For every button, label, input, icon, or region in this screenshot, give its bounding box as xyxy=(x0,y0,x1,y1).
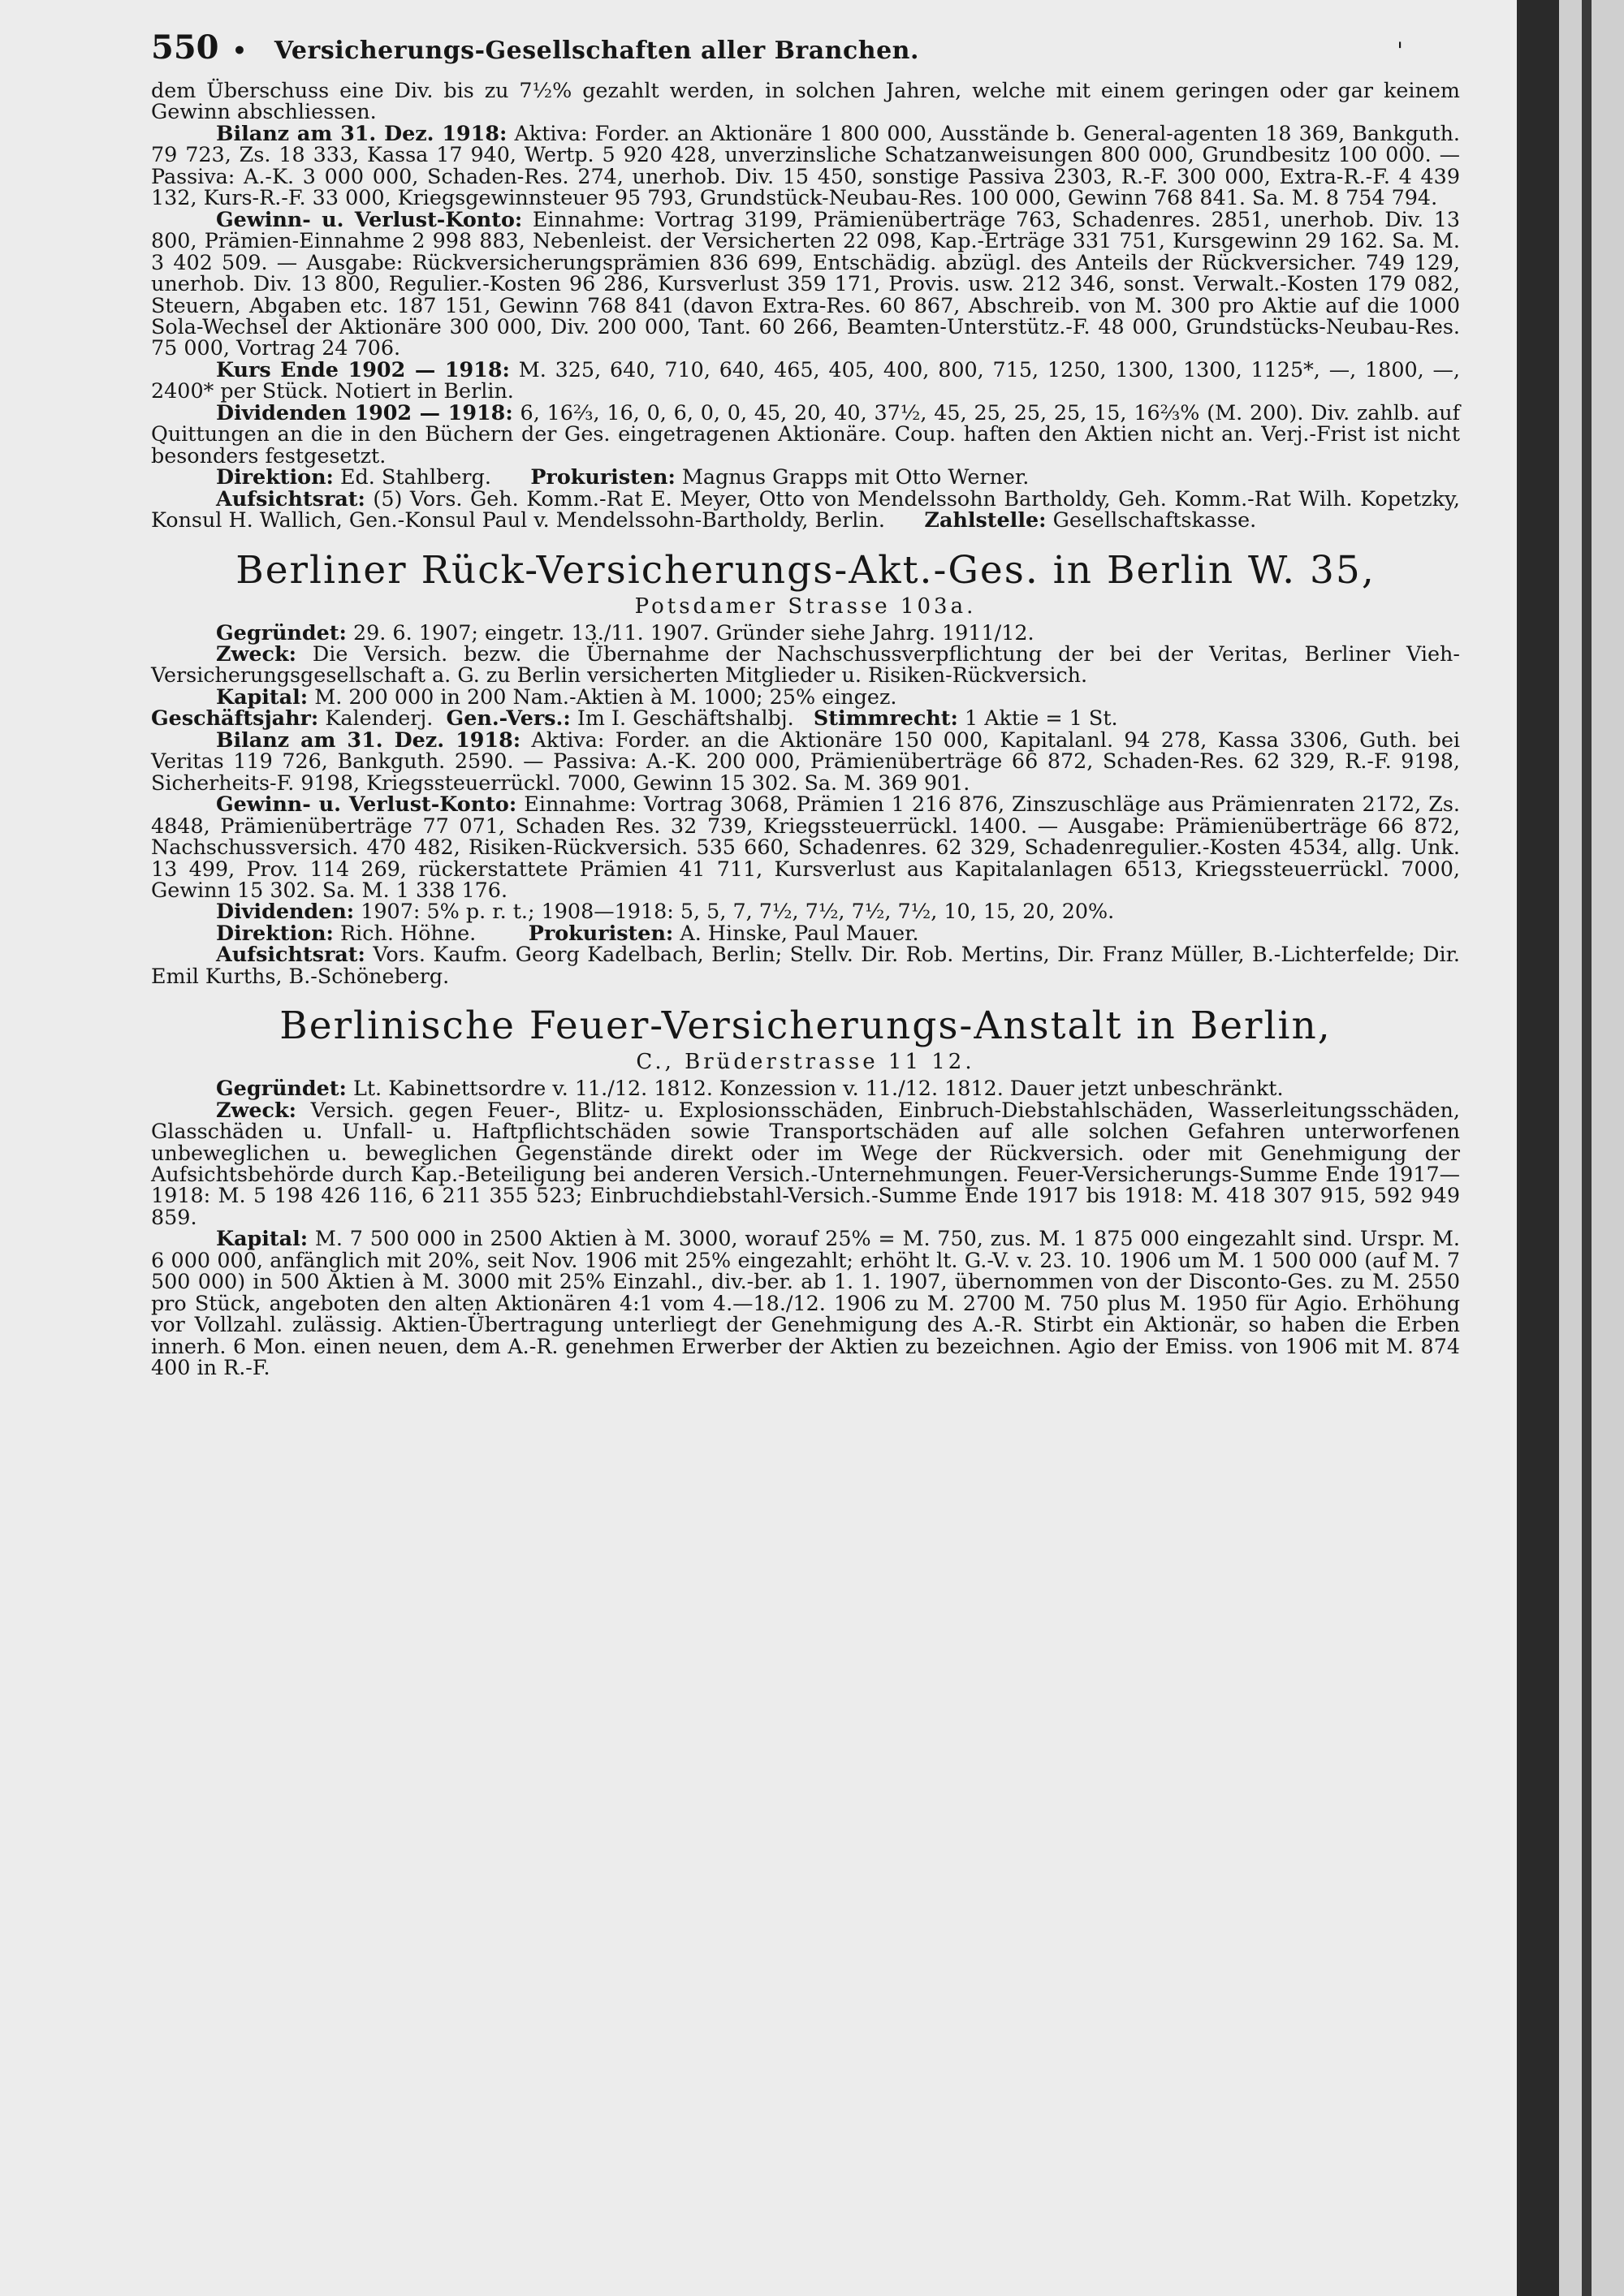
direktion-section xyxy=(151,464,1460,490)
gegruendet-text: 29. 6. 1907; eingetr. 13./11. 1907. Gründer siehe Jahrg. 1911/12. xyxy=(352,619,1034,645)
aufsichtsrat-text: Vors. Kaufm. Georg Kadelbach, Berlin; Stellv. Dir. Rob. Mertins, Dir. Franz Müller, B.-Lichterfelde; Dir. Emil Kurths, B.-Schöneberg. xyxy=(151,942,1461,988)
kapital-label: Kapital: xyxy=(216,684,309,709)
direktion-label: Direktion: xyxy=(216,920,334,945)
direktion-text: Rich. Höhne. xyxy=(340,920,477,945)
gen-vers-text: Im I. Geschäftshalbj. xyxy=(577,706,794,731)
zweck-text: Versich. gegen Feuer-, Blitz- u. Explosionsschäden, Einbruch-Diebstahlschäden, Wasserleitungsschäden, Glasschäden u. Unfall- u. Haftpflichtschäden sowie Transportschäden auf alle solchen Gefahren unterworfenen unbeweglichen u. beweglichen Gegenstände direkt oder im Wege der Rückversich. oder mit Genehmigung der Aufsichtsbehörde durch Kap.-Beteiligung bei anderen Versich.-Unternehmungen. Feuer-Versicherungs-Summe Ende 1917—1918: M. 5 198 426 116, 6 211 355 523; Einbruchdiebstahl-Versich.-Summe Ende 1917 bis 1918: M. 418 307 915, 592 949 859. xyxy=(151,1097,1460,1229)
geschaeftsjahr-section xyxy=(151,706,1460,731)
dividenden-section xyxy=(151,899,1460,924)
continuation-text: dem Überschuss eine Div. bis zu 7½% gezahlt werden, in solchen Jahren, welche mit einem geringen oder gar keinem Gewinn abschliessen. xyxy=(151,78,1460,124)
zweck-section xyxy=(151,1099,1460,1228)
aufsichtsrat-section xyxy=(151,488,1460,531)
bilanz-label: Bilanz am 31. Dez. 1918: xyxy=(216,727,521,752)
dividenden-section xyxy=(151,399,1461,468)
geschaeftsjahr-text: Kalenderj. xyxy=(325,706,434,731)
kurs-label: Kurs Ende 1902 — 1918: xyxy=(216,356,510,382)
gegruendet-section xyxy=(151,619,1460,645)
bilanz-text: Aktiva: Forder. an die Aktionäre 150 000, Kapitalanl. 94 278, Kassa 3306, Guth. bei Veritas 119 726, Bankguth. 2590. — Passiva: A.-K. 200 000, Prämienüberträge 66 872, Schaden-Res. 62 329, R.-F. 9198, Sicherheits-F. 9198, Kriegssteuerrückl. 7000, Gewinn 15 302. Sa. M. 369 901. xyxy=(151,727,1460,795)
dividenden-label: Dividenden 1902 — 1918: xyxy=(216,399,513,425)
company-address: C., Brüderstrasse 11 12. xyxy=(636,1050,975,1075)
aufsichtsrat-section xyxy=(151,943,1460,986)
company-title: Berlinische Feuer-Versicherungs-Anstalt in Berlin, xyxy=(279,1003,1332,1049)
gen-vers-label: Gen.-Vers.: xyxy=(446,706,571,731)
aufsichtsrat-label: Aufsichtsrat: xyxy=(216,486,365,511)
aufsichtsrat-text: (5) Vors. Geh. Komm.-Rat E. Meyer, Otto von Mendelssohn Bartholdy, Geh. Komm.-Rat Wilh. Kopetzky, Konsul H. Wallich, Gen.-Konsul Paul v. Mendelssohn-Bartholdy, Berlin. xyxy=(151,486,1460,533)
guv-text: Einnahme: Vortrag 3068, Prämien 1 216 876, Zinszuschläge aus Prämienraten 2172, Zs. 4848, Prämienüberträge 77 071, Schaden Res. 32 739, Kriegssteuerrückl. 1400. — Ausgabe: Prämienüberträge 66 872, Nachschussversich. 470 482, Risiken-Rückversich. 535 660, Schadenres. 62 329, Schadenregulier.-Kosten 4534, allg. Unk. 13 499, Prov. 114 269, rückerstattete Prämien 41 711, Kursverlust aus Kapitalanlagen 6513, Kriegssteuerrückl. 7000, Gewinn 15 302. Sa. M. 1 338 176. xyxy=(151,792,1460,902)
header-separator: • xyxy=(232,37,247,64)
company-address: Potsdamer Strasse 103a. xyxy=(634,593,977,619)
dividenden-text: 1907: 5% p. r. t.; 1908—1918: 5, 5, 7, 7½, 7½, 7½, 7½, 10, 15, 20, 20%. xyxy=(361,899,1115,924)
kurs-text: M. 325, 640, 710, 640, 465, 405, 400, 800, 715, 1250, 1300, 1300, 1125*, —, 1800, —, 2400* per Stück. Notiert in Berlin. xyxy=(151,356,1460,404)
zahlstelle-text: Gesellschaftskasse. xyxy=(1052,507,1257,533)
bilanz-section xyxy=(151,120,1460,210)
stimmrecht-label: Stimmrecht: xyxy=(813,706,958,731)
stimmrecht-text: 1 Aktie = 1 St. xyxy=(964,706,1118,731)
page-content xyxy=(151,28,1461,1380)
prokuristen-text: A. Hinske, Paul Mauer. xyxy=(680,920,919,945)
prokuristen-label: Prokuristen: xyxy=(530,464,676,490)
prokuristen-label: Prokuristen: xyxy=(528,920,674,945)
page-number: 550 xyxy=(151,28,219,67)
direktion-label: Direktion: xyxy=(216,464,334,490)
guv-section xyxy=(151,206,1461,360)
scan-border xyxy=(1559,0,1624,2296)
geschaeftsjahr-label: Geschäftsjahr: xyxy=(151,706,319,731)
page-header xyxy=(151,28,1460,80)
guv-label: Gewinn- u. Verlust-Konto: xyxy=(216,792,517,817)
prokuristen-text: Magnus Grapps mit Otto Werner. xyxy=(681,464,1030,490)
gegruendet-section xyxy=(151,1076,1460,1101)
bilanz-text: Aktiva: Forder. an Aktionäre 1 800 000, Ausstände b. General-agenten 18 369, Bankguth. 79 723, Zs. 18 333, Kassa 17 940, Wertp. 5 920 428, unverzinsliche Schatzanweisungen 800 000, Grundbesitz 100 000. — Passiva: A.-K. 3 000 000, Schaden-Res. 274, unerhob. Div. 15 450, sonstige Passiva 2303, R.-F. 300 000, Extra-R.-F. 4 439 132, Kurs-R.-F. 33 000, Kriegsgewinnsteuer 95 793, Grundstück-Neubau-Res. 100 000, Gewinn 768 841. Sa. M. 8 754 794. xyxy=(151,120,1460,210)
guv-text: Einnahme: Vortrag 3199, Prämienüberträge 763, Schadenres. 2851, unerhob. Div. 13 800, Prämien-Einnahme 2 998 883, Nebenleist. der Versicherten 22 098, Kap.-Erträge 331 751, Kursgewinn 29 162. Sa. M. 3 402 509. — Ausgabe: Rückversicherungsprämien 836 699, Entschädig. abzügl. des Anteils der Rückversicher. 749 129, unerhob. Div. 13 800, Regulier.-Kosten 96 286, Kursverlust 359 171, Provis. usw. 212 346, sonst. Verwalt.-Kosten 179 082, Steuern, Abgaben etc. 187 151, Gewinn 768 841 (davon Extra-Res. 60 867, Abschreib. von M. 300 pro Aktie auf die 1000 Sola-Wechsel der Aktionäre 300 000, Div. 200 000, Tant. 60 266, Beamten-Unterstütz.-F. 48 000, Grundstücks-Neubau-Res. 75 000, Vortrag 24 706. xyxy=(151,206,1461,360)
company-heading xyxy=(151,547,1460,619)
company-title: Berliner Rück-Versicherungs-Akt.-Ges. in Berlin W. 35, xyxy=(235,547,1376,593)
bilanz-section xyxy=(151,729,1460,793)
zweck-label: Zweck: xyxy=(216,1097,296,1122)
zweck-text: Die Versich. bezw. die Übernahme der Nachschussverpflichtung der bei der Veritas, Berliner Vieh-Versicherungsgesellschaft a. G. zu Berlin versicherten Mitglieder u. Risiken-Rückversich. xyxy=(151,641,1460,688)
gegruendet-label: Gegründet: xyxy=(216,619,347,645)
running-title: Versicherungs-Gesellschaften aller Branchen. xyxy=(274,37,919,65)
zweck-label: Zweck: xyxy=(216,641,296,666)
bilanz-label: Bilanz am 31. Dez. 1918: xyxy=(216,120,508,145)
header-mark: ' xyxy=(1397,37,1403,64)
kapital-section xyxy=(151,1228,1460,1378)
kapital-section xyxy=(151,686,1460,707)
company-heading xyxy=(151,1003,1460,1074)
dividenden-label: Dividenden: xyxy=(216,899,355,924)
page-edge-shadow xyxy=(1517,0,1559,2296)
direktion-section xyxy=(151,922,1460,943)
zweck-section xyxy=(151,643,1460,686)
scan-border-line xyxy=(1582,0,1592,2296)
kapital-text: M. 200 000 in 200 Nam.-Aktien à M. 1000; 25% eingez. xyxy=(314,684,897,709)
zahlstelle-label: Zahlstelle: xyxy=(924,507,1047,533)
kapital-label: Kapital: xyxy=(216,1226,309,1251)
aufsichtsrat-label: Aufsichtsrat: xyxy=(216,942,365,967)
direktion-text: Ed. Stahlberg. xyxy=(340,464,491,490)
kurs-section xyxy=(151,356,1460,404)
gegruendet-text: Lt. Kabinettsordre v. 11./12. 1812. Konzession v. 11./12. 1812. Dauer jetzt unbeschränkt. xyxy=(352,1076,1284,1101)
kapital-text: M. 7 500 000 in 2500 Aktien à M. 3000, worauf 25% = M. 750, zus. M. 1 875 000 eingezahlt sind. Urspr. M. 6 000 000, anfänglich mit 20%, seit Nov. 1906 mit 25% eingezahlt; erhöht lt. G.-V. v. 23. 10. 1906 um M. 1 500 000 (auf M. 7 500 000) in 500 Aktien à M. 3000 mit 25% Einzahl., div.-ber. ab 1. 1. 1907, übernommen von der Disconto-Ges. zu M. 2550 pro Stück, angeboten den alten Aktionären 4:1 vom 4.—18./12. 1906 zu M. 2700 M. 750 plus M. 1950 für Agio. Erhöhung vor Vollzahl. zulässig. Aktien-Übertragung unterliegt der Genehmigung des A.-R. Stirbt ein Aktionär, so haben die Erben innerh. 6 Mon. einen neuen, dem A.-R. genehmen Erwerber der Aktien zu bezeichnen. Agio der Emiss. von 1906 mit M. 874 400 in R.-F. xyxy=(151,1226,1460,1380)
dividenden-text: 6, 16⅔, 16, 0, 6, 0, 0, 45, 20, 40, 37½, 45, 25, 25, 25, 15, 16⅔% (M. 200). Div. zahlb. auf Quittungen an die in den Büchern der Ges. eingetragenen Aktionäre. Coup. haften den Aktien nicht an. Verj.-Frist ist nicht besonders festgesetzt. xyxy=(151,399,1461,468)
guv-section xyxy=(151,793,1460,900)
guv-label: Gewinn- u. Verlust-Konto: xyxy=(216,206,523,231)
gegruendet-label: Gegründet: xyxy=(216,1076,347,1101)
